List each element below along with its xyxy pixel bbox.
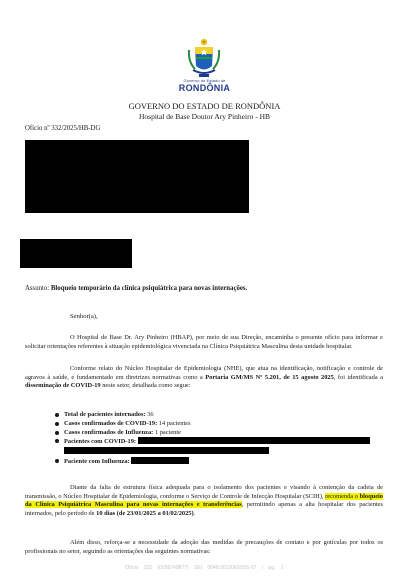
paragraph-precautions: Além disso, reforça-se a necessidade da adoção das medidas de precauções de contato e por gotículas por todos os profissionais no setor, seguindo as orientações das seguintes normativas: (25, 539, 383, 555)
document-header-title: GOVERNO DO ESTADO DE RONDÔNIA (128, 101, 281, 111)
bullet-icon (55, 431, 59, 435)
p3-text-f: . (193, 509, 196, 517)
subject-text: Bloqueio temporário da clínica psiquiátrica para novas internações. (50, 285, 248, 292)
redacted-influenza-patient (131, 457, 189, 464)
p3-highlight-bold: bloqueio da Clínica Psiquiátrica Masculina para novas internações e transferências (25, 492, 384, 509)
list-item (55, 437, 385, 447)
bullet-icon (55, 413, 59, 417)
bullet-icon (55, 439, 59, 443)
bullet-label: Paciente com Influenza: (64, 457, 130, 465)
bullet-icon (55, 422, 59, 426)
subject-line (25, 285, 247, 292)
subject-label: Assunto: (25, 285, 50, 292)
p3-text-a: Diante da falta de estrutura física adequada para o isolamento dos pacientes e visando à contenção da cadeia de transmissão, o Núcleo Hospitalar de Epidemiologia, conforme o Serviço de Controle de Infecção Hospitalar (SCIH), (25, 484, 383, 500)
case-bullet-list (55, 411, 385, 467)
p2-text-a: Conforme relato do Núcleo Hospitalar de Epidemiologia (NHE), que atua na identificação, notificação e controle de agravos à saúde, e fundamentado em diretrizes normativas como a (25, 365, 383, 381)
list-item (55, 429, 385, 438)
brand-name: RONDÔNIA (178, 83, 231, 93)
redacted-recipient-block (25, 140, 249, 213)
p3-highlight: recomenda o (325, 492, 360, 500)
paragraph-intro: O Hospital de Base Dr. Ary Pinheiro (HBAP), por meio de sua Direção, encaminha o presente ofício para informar e solicitar orientações referentes à situação epidemiológica vivenciada na Clínica Psiquiátrica Masculina desta unidade hospitalar. (25, 334, 383, 350)
redacted-patient-names (138, 437, 370, 444)
list-item (55, 457, 385, 467)
list-item (55, 447, 385, 457)
p3-period: 10 dias (de 23/01/2025 a 01/02/2025) (96, 509, 194, 517)
bullet-value: 1 paciente (153, 428, 181, 436)
document-header-subtitle: Hospital de Base Doutor Ary Pinheiro - HB (138, 112, 271, 121)
oficio-number: Ofício nº 332/2025/HB-DG (25, 125, 101, 132)
state-coat-of-arms-icon (187, 36, 221, 80)
redacted-name-block (20, 239, 132, 268)
p2-disseminacao: disseminação de COVID-19 (25, 382, 101, 390)
list-item (55, 411, 385, 420)
bullet-label: Casos confirmados de Influenza: (64, 428, 154, 436)
p2-portaria: Portaria GM/MS Nº 5.201, de 15 agosto 2025 (205, 373, 334, 381)
bullet-label: Casos confirmados de COVID-19: (64, 419, 158, 427)
brand-caption: Governo do Estado de (183, 78, 226, 83)
bullet-label: Pacientes com COVID-19: (64, 438, 137, 446)
redacted-patient-names-continued (64, 447, 269, 454)
bullet-icon (55, 459, 59, 463)
bullet-value: 36 (145, 411, 154, 418)
paragraph-context (25, 365, 383, 391)
p3-text-d: , permitindo apenas a alta hospitalar dos pacientes internados, pelo período de (25, 501, 383, 517)
list-item (55, 420, 385, 429)
p2-text-e: neste setor, detalhada como segue: (100, 382, 191, 390)
bullet-label: Total de pacientes internados: (64, 411, 146, 418)
paragraph-recommendation (25, 484, 383, 518)
bullet-value: 14 pacientes (157, 419, 191, 427)
salutation: Senhor(a), (70, 313, 98, 320)
document-footer: Ofício 332 (0056749877) SEI 0049.001206/2025-67 / pg. 1 (125, 565, 284, 571)
p2-text-c: , foi identificada a (333, 373, 383, 381)
